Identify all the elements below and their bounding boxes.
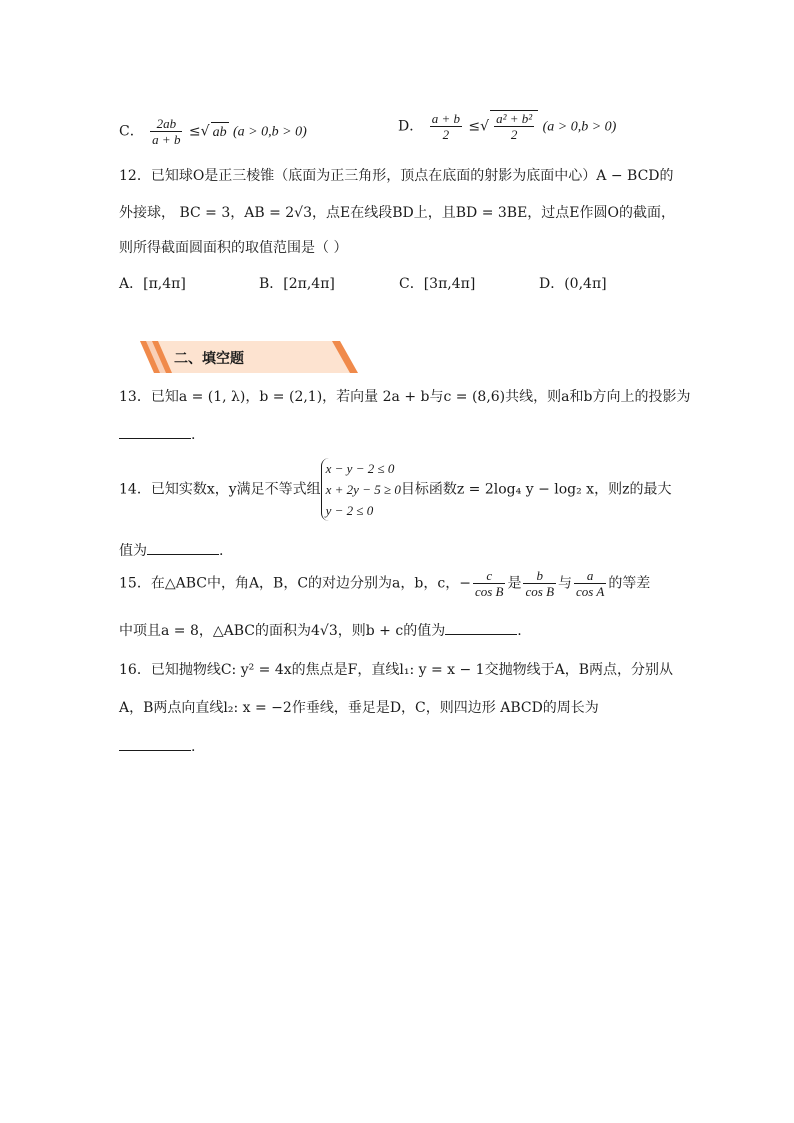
- leq-sign: ≤: [468, 118, 481, 135]
- inequality-3: y − 2 ≤ 0: [325, 503, 374, 518]
- section-banner: [136, 339, 358, 375]
- q14-line-2: [119, 540, 223, 561]
- q15-line2-text: 中项且a = 8，△ABC的面积为4√3，则b + c的值为: [119, 623, 446, 639]
- inequality-1: x − y − 2 ≤ 0: [325, 461, 395, 476]
- q11-option-d: D． $\frac{a + b}{2}$ ≤√ $\frac{\text{a² + b²}}{2}$ (a > 0,b > 0): [398, 111, 617, 142]
- q15-line-2: [119, 620, 522, 641]
- q11-option-c: C． $\frac{2ab}{a + b}$ ≤√ ab (a > 0,b > 0): [119, 116, 307, 147]
- denominator: cos A: [576, 584, 605, 599]
- fraction: [430, 111, 462, 142]
- option-label: C．: [119, 123, 144, 140]
- q16-line-3: [119, 736, 195, 757]
- denominator: a + b: [152, 132, 181, 147]
- q12-options: [119, 274, 639, 294]
- leq-sign: ≤: [188, 123, 201, 140]
- q15-suffix: 的等差: [608, 575, 651, 592]
- numerator: 2ab: [150, 116, 182, 132]
- q13-line-1: 13．已知a = (1, λ)，b = (2,1)，若向量 2a + b与c = (8,6)共线，则a和b方向上的投影为: [119, 389, 691, 405]
- q12-line-1: 12．已知球O是正三棱锥（底面为正三角形，顶点在底面的射影为底面中心）A − BCD的: [119, 168, 674, 184]
- q14-suffix: 目标函数z = 2log₄ y − log₂ x，则z的最大: [400, 481, 672, 498]
- denominator: cos B: [525, 584, 555, 599]
- period: .: [191, 739, 196, 755]
- q13-line-2: [119, 424, 195, 445]
- fraction: [494, 111, 534, 142]
- answer-blank: [119, 424, 191, 439]
- q16-line-2: A，B两点向直线l₂: x = −2作垂线，垂足是D，C，则四边形 ABCD的周长为: [119, 700, 599, 716]
- condition: (a > 0,b > 0): [542, 119, 617, 135]
- q15-mid-2: 与: [558, 575, 573, 592]
- fraction: [574, 568, 606, 599]
- numerator: a: [574, 568, 606, 584]
- q16-line-1: 16．已知抛物线C: y² = 4x的焦点是F，直线l₁: y = x − 1交抛物线于A，B两点，分别从: [119, 662, 673, 678]
- q12-line-3: 则所得截面圆面积的取值范围是（ ）: [119, 240, 348, 256]
- q15-line-1: [119, 568, 650, 599]
- numerator: c: [473, 568, 506, 584]
- inequality-2: x + 2y − 5 ≥ 0: [325, 482, 401, 497]
- numerator: b: [523, 568, 556, 584]
- period: .: [517, 623, 522, 639]
- sqrt-content: ab: [211, 122, 229, 143]
- option-label: D．: [398, 118, 424, 135]
- answer-blank: [147, 540, 219, 555]
- inequality-system: [321, 458, 401, 521]
- fraction: [473, 568, 506, 599]
- period: .: [191, 427, 196, 443]
- denominator: 2: [442, 127, 450, 142]
- answer-blank: [445, 620, 517, 635]
- fraction: [150, 116, 182, 147]
- q15-mid-1: 是: [507, 575, 522, 592]
- q12-line-2: 外接球， BC = 3，AB = 2√3，点E在线段BD上，且BD = 3BE，过点E作圆O的截面，: [119, 205, 675, 221]
- denominator: cos B: [474, 584, 504, 599]
- period: .: [219, 543, 224, 559]
- numerator: a + b: [431, 111, 460, 126]
- q12-option-d: D．(0,4π]: [539, 276, 607, 292]
- q14-line2-start: 值为: [119, 543, 147, 559]
- q15-prefix: 15．在△ABC中，角A，B，C的对边分别为a，b，c，−: [119, 575, 471, 592]
- section-banner-shape: [136, 339, 358, 375]
- q12-option-b: B．[2π,4π]: [259, 276, 335, 292]
- answer-blank: [119, 736, 191, 751]
- fraction: [523, 568, 556, 599]
- denominator: 2: [510, 127, 518, 142]
- q12-option-c: C．[3π,4π]: [399, 276, 476, 292]
- q14-line-1: [119, 458, 671, 521]
- sqrt-content: [490, 110, 538, 142]
- q14-prefix: 14．已知实数x，y满足不等式组: [119, 481, 321, 498]
- section-title: 二、填空题: [174, 351, 244, 367]
- condition: (a > 0,b > 0): [233, 124, 307, 140]
- q12-option-a: A．[π,4π]: [119, 276, 186, 292]
- numerator: a² + b²: [496, 111, 533, 126]
